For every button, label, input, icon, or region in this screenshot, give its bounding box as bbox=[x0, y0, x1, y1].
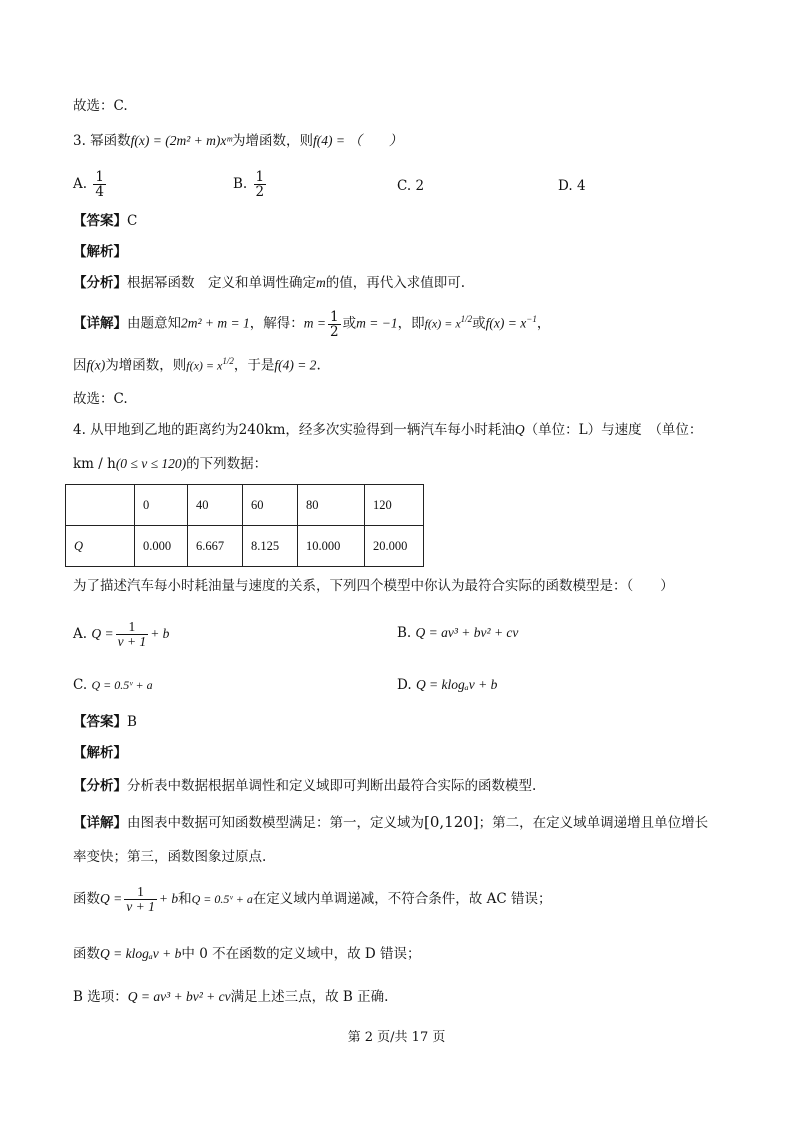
range: (0 ≤ v ≤ 120) bbox=[115, 456, 187, 471]
equation: Q = bbox=[91, 626, 114, 641]
q3-stem bbox=[73, 131, 402, 151]
numerator: 1 bbox=[124, 885, 157, 900]
q4-detail-line4 bbox=[73, 944, 420, 964]
page-footer: 第 2 页/共 17 页 bbox=[347, 1030, 446, 1045]
option-letter: A. bbox=[73, 176, 88, 192]
detail-text: 或 bbox=[472, 315, 486, 332]
option-letter: C. bbox=[397, 178, 412, 194]
analysis-label: 【解析】 bbox=[73, 745, 127, 761]
answer-value: C bbox=[127, 213, 138, 229]
table-cell: 0 bbox=[135, 485, 188, 526]
detail-text: 或 bbox=[342, 315, 357, 332]
q3-analysis-label bbox=[73, 242, 127, 262]
table-cell: 120 bbox=[365, 485, 424, 526]
fraction bbox=[124, 885, 157, 914]
table-cell: 40 bbox=[188, 485, 243, 526]
fenxi-label: 【分析】 bbox=[73, 778, 127, 794]
fenxi-label: 【分析】 bbox=[73, 275, 127, 291]
speed-fuel-table bbox=[65, 484, 424, 567]
denominator: 2 bbox=[255, 184, 265, 200]
option-letter: D. bbox=[558, 178, 573, 194]
q3-fenxi bbox=[73, 273, 465, 293]
stem-text: （单位： bbox=[524, 422, 579, 438]
option-letter: D. bbox=[397, 677, 412, 693]
detail-text: 在定义域内单调递减，不符合条件，故 AC 错误； bbox=[252, 891, 552, 907]
table-cell: 6.667 bbox=[188, 526, 243, 567]
fraction bbox=[116, 620, 149, 649]
q3-prefix: 3. 幂函数 bbox=[73, 133, 131, 149]
table-cell: 60 bbox=[243, 485, 298, 526]
analysis-label: 【解析】 bbox=[73, 244, 127, 260]
denominator: 2 bbox=[330, 323, 339, 340]
option-text: 4 bbox=[576, 178, 586, 194]
detail-label: 【详解】 bbox=[73, 815, 127, 831]
q3-option-b bbox=[233, 170, 268, 199]
option-letter: B. bbox=[233, 176, 248, 192]
table-cell: 80 bbox=[298, 485, 365, 526]
stem-text: ，经多次实验得到一辆汽车每小时耗油 bbox=[285, 422, 515, 438]
equation: f(x) = x bbox=[186, 358, 223, 373]
detail-text: ；第二，在定义域单调递增且单位增长 bbox=[478, 815, 709, 831]
q4-detail-line3 bbox=[73, 885, 551, 914]
answer-label: 【答案】 bbox=[73, 714, 127, 730]
equation: Q = klogₐv + b bbox=[415, 677, 498, 692]
var-q: Q bbox=[514, 422, 525, 437]
table-cell: 20.000 bbox=[365, 526, 424, 567]
stem-text: 4. 从甲地到乙地的距离约为 bbox=[73, 422, 239, 438]
q4-answer bbox=[73, 712, 137, 732]
numerator: 1 bbox=[116, 620, 149, 635]
detail-text: B 选项： bbox=[73, 989, 128, 1005]
detail-text: ，解得： bbox=[249, 315, 304, 332]
q4-option-c bbox=[73, 675, 153, 695]
detail-text: ，于是 bbox=[233, 357, 275, 374]
table-cell bbox=[66, 485, 135, 526]
q3-option-d bbox=[558, 176, 586, 196]
q3-answer bbox=[73, 211, 137, 231]
table-cell: 8.125 bbox=[243, 526, 298, 567]
q3-choose: 故选：C. bbox=[73, 391, 128, 407]
stem-text: ）与速度 （单位： bbox=[587, 422, 703, 438]
equation: m = −1 bbox=[356, 315, 398, 331]
numerator: 1 bbox=[330, 308, 339, 325]
answer-value: B bbox=[127, 714, 137, 730]
q4-stem-line2 bbox=[73, 454, 267, 474]
q4-detail-line2: 率变快；第三，函数图象过原点. bbox=[73, 849, 267, 865]
distance: 240km bbox=[238, 422, 286, 438]
detail-text: . bbox=[316, 357, 321, 374]
table-cell: 10.000 bbox=[298, 526, 365, 567]
equation: m = bbox=[303, 315, 326, 331]
unit: km / h bbox=[73, 456, 116, 472]
domain-interval: [0,120] bbox=[424, 813, 479, 831]
detail-text: 为增函数，则 bbox=[105, 357, 187, 374]
q4-option-a bbox=[73, 620, 169, 649]
detail-text: 由图表中数据可知函数模型满足：第一，定义域为 bbox=[127, 815, 424, 831]
option-letter: A. bbox=[73, 626, 88, 642]
equation: f(4) = 2 bbox=[274, 357, 317, 373]
fenxi-text: 分析表中数据根据单调性和定义域即可判断出最符合实际的函数模型. bbox=[127, 778, 537, 794]
q3-func: f(x) = (2m² + m)xᵐ bbox=[130, 133, 233, 148]
table-cell: Q bbox=[66, 526, 135, 567]
q3-ask: f(4) = （ ） bbox=[313, 133, 403, 148]
fenxi-m: m bbox=[316, 275, 326, 290]
q3-middle: 为增函数，则 bbox=[232, 133, 314, 149]
table-row bbox=[66, 485, 424, 526]
q4-option-d bbox=[397, 675, 497, 695]
equation: + b bbox=[158, 891, 179, 906]
q3-detail-line1: 【详解】由题意知2m² + m = 1，解得：m = $\frac{1}{2}$ 或m = −1，即$f(x) = x^{1/2}$或$f(x) = x^{-1}$， bbox=[73, 308, 551, 340]
fenxi-tail: 的值，再代入求值即可. bbox=[325, 275, 466, 291]
equation: Q = av³ + bv² + cv bbox=[415, 625, 519, 640]
equation: f(x) bbox=[86, 357, 106, 373]
fenxi-text: 根据幂函数 定义和单调性确定 bbox=[127, 275, 316, 291]
table-cell: 0.000 bbox=[135, 526, 188, 567]
q3-option-a bbox=[73, 170, 108, 199]
q4-analysis-label bbox=[73, 743, 127, 763]
equation: + b bbox=[150, 626, 170, 641]
fraction bbox=[93, 170, 106, 199]
detail-text: 因 bbox=[73, 357, 87, 374]
stem-text: 的下列数据： bbox=[186, 456, 268, 472]
denominator: v + 1 bbox=[126, 899, 155, 914]
answer-label: 【答案】 bbox=[73, 213, 127, 229]
q4-question: 为了描述汽车每小时耗油量与速度的关系，下列四个模型中你认为最符合实际的函数模型是：（ ） bbox=[73, 578, 674, 594]
equation: Q = av³ + bv² + cv bbox=[127, 989, 231, 1004]
equation: Q = klogₐv + b bbox=[100, 946, 182, 961]
equation: Q = bbox=[100, 891, 123, 906]
unit-l: L bbox=[578, 422, 588, 438]
equation: f(x) = x bbox=[424, 316, 461, 331]
q4-stem-line1 bbox=[73, 420, 702, 440]
detail-text: 满足上述三点，故 B 正确. bbox=[230, 989, 389, 1005]
detail-text: 由题意知 bbox=[127, 315, 181, 332]
numerator: 1 bbox=[255, 169, 265, 185]
equation: 2m² + m = 1 bbox=[181, 315, 250, 331]
option-text: 2 bbox=[415, 178, 425, 194]
detail-text: ， bbox=[536, 315, 551, 332]
q4-option-b bbox=[397, 623, 518, 643]
equation: Q = 0.5ᵛ + a bbox=[191, 892, 253, 906]
detail-text: 中 0 不在函数的定义域中，故 D 错误； bbox=[181, 946, 421, 962]
denominator: 4 bbox=[95, 184, 104, 200]
detail-text: 函数 bbox=[73, 946, 100, 962]
detail-text: 和 bbox=[178, 891, 192, 907]
equation: Q = 0.5ᵛ + a bbox=[91, 678, 153, 692]
fraction bbox=[328, 310, 341, 339]
fraction bbox=[254, 170, 267, 199]
equation: f(x) = x bbox=[485, 315, 527, 331]
numerator: 1 bbox=[95, 169, 104, 185]
denominator: v + 1 bbox=[117, 634, 147, 649]
q4-fenxi bbox=[73, 776, 536, 796]
detail-text: 函数 bbox=[73, 891, 100, 907]
table-row bbox=[66, 526, 424, 567]
q4-detail-line1 bbox=[73, 812, 708, 833]
q3-detail-line2: 因f(x)为增函数，则$f(x) = x^{1/2}$，于是f(4) = 2. bbox=[73, 356, 321, 374]
option-letter: B. bbox=[397, 625, 412, 641]
prev-answer-line: 故选：C. bbox=[73, 98, 128, 114]
option-letter: C. bbox=[73, 677, 88, 693]
q4-detail-line5 bbox=[73, 987, 388, 1007]
detail-label: 【详解】 bbox=[73, 315, 127, 332]
q3-option-c bbox=[397, 176, 424, 196]
detail-text: ，即 bbox=[397, 315, 425, 332]
